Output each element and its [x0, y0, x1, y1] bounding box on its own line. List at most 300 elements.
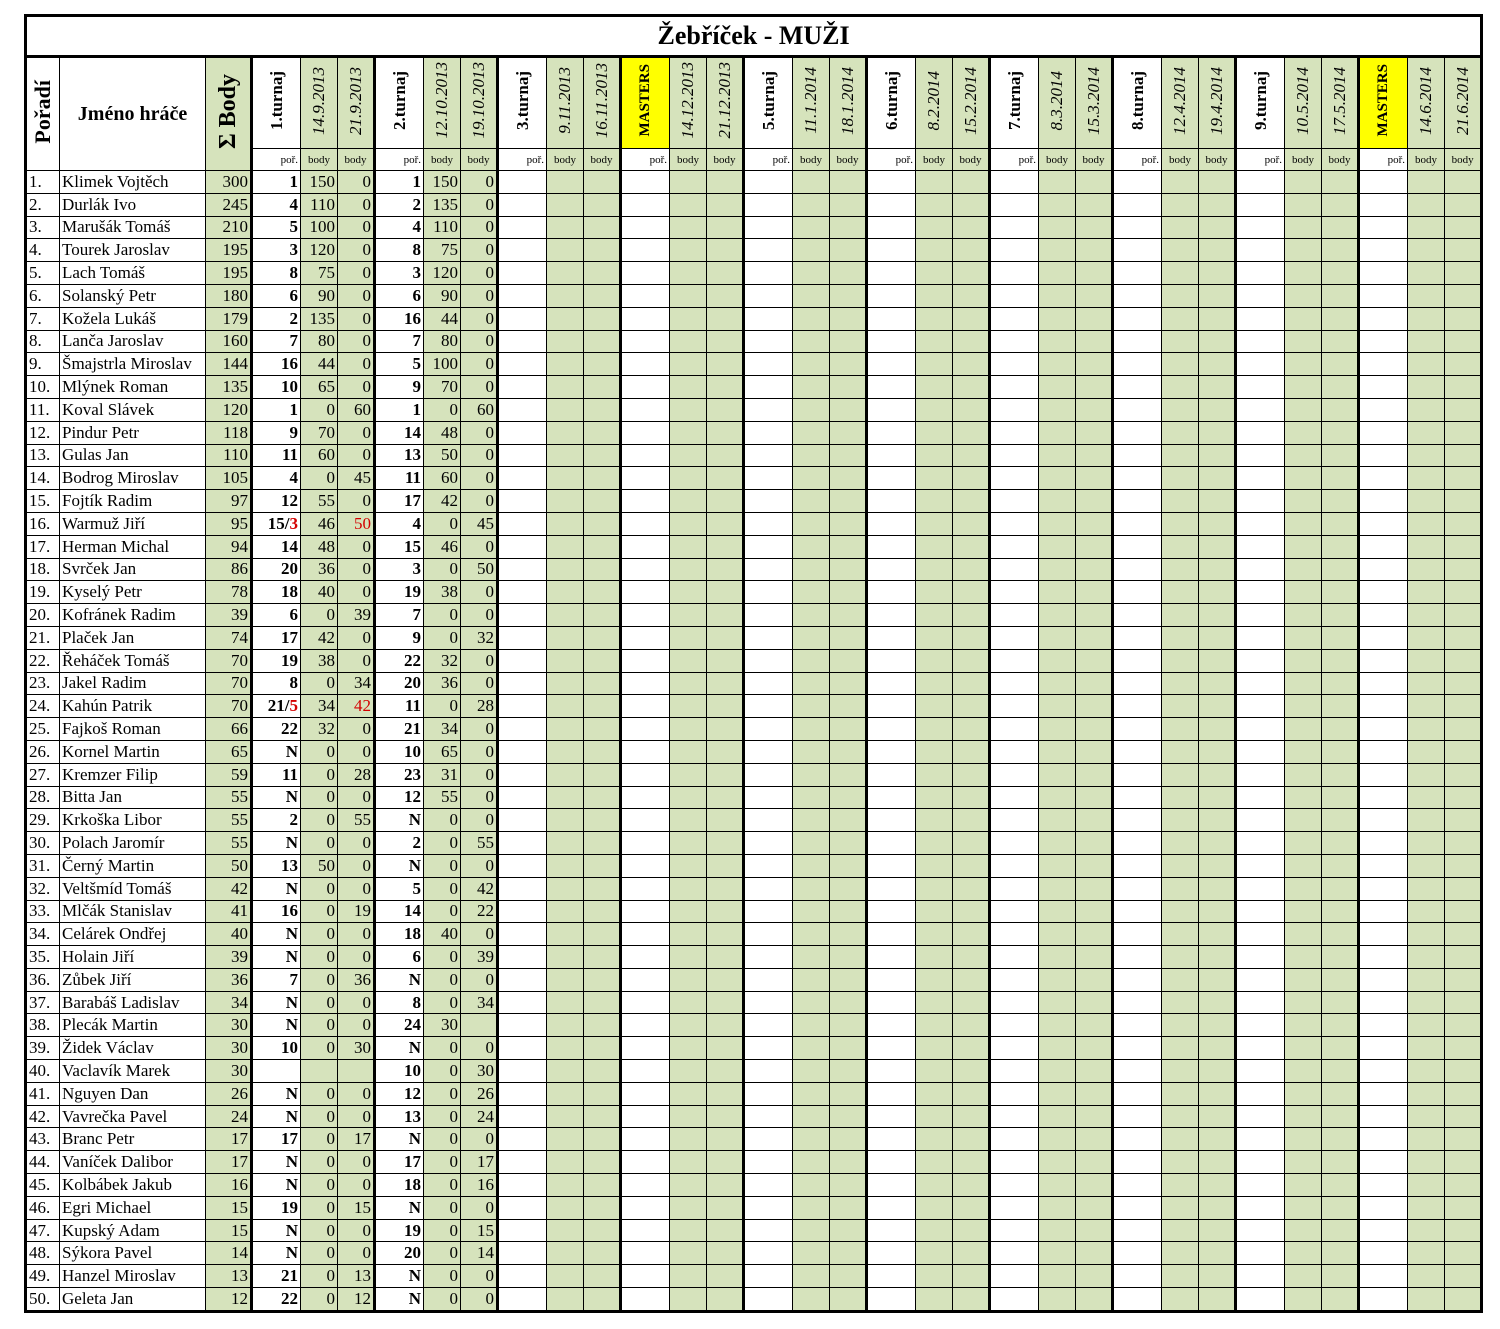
- points-cell: [953, 740, 990, 763]
- points-cell: [707, 1151, 744, 1174]
- rank-cell: 9.: [26, 353, 60, 376]
- player-name: Tourek Jaroslav: [60, 239, 206, 262]
- points-cell: [1445, 1105, 1482, 1128]
- points-cell: 40: [301, 581, 338, 604]
- place-cell: [1236, 1174, 1285, 1197]
- points-cell: [670, 216, 707, 239]
- total-points: 70: [206, 695, 252, 718]
- points-cell: 0: [301, 900, 338, 923]
- points-cell: [1076, 330, 1113, 353]
- header-jmeno: Jméno hráče: [60, 57, 206, 171]
- place-cell: [1113, 740, 1162, 763]
- points-cell: 17: [461, 1151, 498, 1174]
- player-name: Svrček Jan: [60, 558, 206, 581]
- table-row: [26, 239, 1482, 262]
- place-cell: [621, 262, 670, 285]
- place-cell: 11: [375, 467, 424, 490]
- points-cell: [1445, 1219, 1482, 1242]
- place-cell: [621, 1151, 670, 1174]
- points-cell: [1039, 330, 1076, 353]
- points-cell: [793, 991, 830, 1014]
- player-name: Marušák Tomáš: [60, 216, 206, 239]
- points-cell: 0: [301, 740, 338, 763]
- place-cell: [867, 490, 916, 513]
- points-cell: [707, 786, 744, 809]
- rank-cell: 4.: [26, 239, 60, 262]
- tournament-date: [547, 57, 584, 149]
- subheader-body: body: [953, 149, 990, 171]
- points-cell: 42: [424, 490, 461, 513]
- total-points: 30: [206, 1060, 252, 1083]
- points-cell: [584, 284, 621, 307]
- player-name: Fajkoš Roman: [60, 718, 206, 741]
- points-cell: [1445, 1174, 1482, 1197]
- points-cell: [830, 968, 867, 991]
- rank-cell: 24.: [26, 695, 60, 718]
- points-cell: [1076, 809, 1113, 832]
- tournament-date-text: 21.12.2013: [714, 62, 734, 139]
- points-cell: [1408, 786, 1445, 809]
- points-cell: [1162, 626, 1199, 649]
- points-cell: [830, 1219, 867, 1242]
- place-cell: [1236, 786, 1285, 809]
- total-points: 70: [206, 649, 252, 672]
- tournament-date-text: 9.11.2013: [555, 67, 574, 134]
- place-cell: [498, 421, 547, 444]
- place-cell: [990, 626, 1039, 649]
- points-cell: [1039, 1014, 1076, 1037]
- place-value: N: [285, 878, 298, 898]
- points-cell: [707, 421, 744, 444]
- points-cell: [830, 900, 867, 923]
- points-cell: 0: [461, 604, 498, 627]
- points-cell: [1322, 786, 1359, 809]
- place-value: 20: [281, 559, 298, 579]
- place-cell: [867, 786, 916, 809]
- subheader-body: body: [1285, 149, 1322, 171]
- table-row: [26, 900, 1482, 923]
- total-points: 95: [206, 512, 252, 535]
- points-cell: [1162, 968, 1199, 991]
- points-cell: [670, 877, 707, 900]
- points-cell: [1322, 1151, 1359, 1174]
- tournament-label: 1.turnaj: [266, 70, 286, 131]
- points-cell: [793, 1151, 830, 1174]
- points-cell: [1322, 239, 1359, 262]
- place-cell: [252, 467, 301, 490]
- points-cell: [584, 809, 621, 832]
- table-row: [26, 216, 1482, 239]
- points-cell: [547, 1128, 584, 1151]
- tournament-header: [1236, 57, 1285, 149]
- place-extra: 3: [289, 513, 298, 533]
- place-cell: [1236, 1151, 1285, 1174]
- points-cell: [1285, 763, 1322, 786]
- points-cell: [584, 467, 621, 490]
- table-row: [26, 1082, 1482, 1105]
- rank-cell: 48.: [26, 1242, 60, 1265]
- points-cell: [953, 877, 990, 900]
- place-cell: [498, 398, 547, 421]
- place-cell: [744, 216, 793, 239]
- points-cell: [916, 581, 953, 604]
- points-cell: 0: [461, 490, 498, 513]
- place-cell: [1359, 923, 1408, 946]
- points-cell: [547, 1219, 584, 1242]
- points-cell: 75: [301, 262, 338, 285]
- total-points: 135: [206, 376, 252, 399]
- points-cell: 28: [338, 763, 375, 786]
- rank-cell: 26.: [26, 740, 60, 763]
- place-cell: [867, 923, 916, 946]
- tournament-date-text: 14.9.2013: [309, 66, 328, 135]
- points-cell: 34: [338, 672, 375, 695]
- points-cell: [1076, 467, 1113, 490]
- points-cell: [547, 832, 584, 855]
- place-cell: [990, 832, 1039, 855]
- points-cell: [670, 1196, 707, 1219]
- points-cell: 0: [461, 718, 498, 741]
- place-cell: 23: [375, 763, 424, 786]
- points-cell: [953, 1219, 990, 1242]
- subheader-body: body: [670, 149, 707, 171]
- points-cell: [793, 467, 830, 490]
- player-name: Veltšmíd Tomáš: [60, 877, 206, 900]
- points-cell: [1408, 193, 1445, 216]
- points-cell: 0: [424, 1196, 461, 1219]
- points-cell: [793, 444, 830, 467]
- points-cell: [1199, 1128, 1236, 1151]
- points-cell: 0: [301, 923, 338, 946]
- points-cell: [547, 376, 584, 399]
- points-cell: [916, 1105, 953, 1128]
- points-cell: [793, 1288, 830, 1312]
- points-cell: [1199, 376, 1236, 399]
- place-value: 21: [281, 1266, 298, 1286]
- points-cell: [547, 535, 584, 558]
- place-cell: [1113, 307, 1162, 330]
- points-cell: [547, 467, 584, 490]
- points-cell: [1039, 1242, 1076, 1265]
- points-cell: [1199, 740, 1236, 763]
- points-cell: [547, 581, 584, 604]
- rank-cell: 15.: [26, 490, 60, 513]
- points-cell: [793, 353, 830, 376]
- tournament-header: [990, 57, 1039, 149]
- points-cell: [1162, 1288, 1199, 1312]
- points-cell: [547, 171, 584, 194]
- points-cell: [1039, 877, 1076, 900]
- subheader-body: body: [1408, 149, 1445, 171]
- place-value: 10: [281, 377, 298, 397]
- place-value: 5: [289, 217, 298, 237]
- points-cell: [1445, 1128, 1482, 1151]
- player-name: Kožela Lukáš: [60, 307, 206, 330]
- points-cell: [1285, 991, 1322, 1014]
- tournament-date: [1322, 57, 1359, 149]
- place-cell: 22: [375, 649, 424, 672]
- points-cell: [830, 649, 867, 672]
- points-cell: 0: [338, 786, 375, 809]
- points-cell: [1445, 1151, 1482, 1174]
- place-cell: [744, 1151, 793, 1174]
- points-cell: [916, 490, 953, 513]
- place-cell: [990, 171, 1039, 194]
- points-cell: 0: [338, 421, 375, 444]
- points-cell: [1408, 284, 1445, 307]
- points-cell: [1162, 695, 1199, 718]
- points-cell: [830, 1128, 867, 1151]
- points-cell: 50: [338, 512, 375, 535]
- points-cell: [1162, 991, 1199, 1014]
- subheader-body: body: [1162, 149, 1199, 171]
- points-cell: [707, 239, 744, 262]
- place-cell: [744, 718, 793, 741]
- total-points: 245: [206, 193, 252, 216]
- place-cell: [744, 330, 793, 353]
- total-points: 210: [206, 216, 252, 239]
- place-cell: [1359, 512, 1408, 535]
- place-cell: [1113, 672, 1162, 695]
- place-value: 2: [289, 810, 298, 830]
- points-cell: [953, 991, 990, 1014]
- place-cell: [252, 307, 301, 330]
- player-name: Jakel Radim: [60, 672, 206, 695]
- place-cell: [498, 1082, 547, 1105]
- player-name: Sýkora Pavel: [60, 1242, 206, 1265]
- place-cell: [621, 1128, 670, 1151]
- points-cell: [1076, 832, 1113, 855]
- points-cell: [1285, 649, 1322, 672]
- place-cell: [744, 626, 793, 649]
- place-cell: [990, 1037, 1039, 1060]
- points-cell: 30: [338, 1037, 375, 1060]
- tournament-date-text: 10.5.2014: [1293, 66, 1312, 135]
- place-cell: [252, 398, 301, 421]
- table-row: [26, 877, 1482, 900]
- table-row: [26, 171, 1482, 194]
- table-row: [26, 649, 1482, 672]
- place-cell: [498, 1242, 547, 1265]
- place-cell: 5: [375, 353, 424, 376]
- points-cell: [793, 171, 830, 194]
- points-cell: [953, 854, 990, 877]
- points-cell: 0: [338, 376, 375, 399]
- tournament-date-text: 14.6.2014: [1416, 66, 1435, 135]
- place-cell: [990, 398, 1039, 421]
- place-cell: [1359, 1174, 1408, 1197]
- place-cell: [744, 1014, 793, 1037]
- points-cell: [670, 763, 707, 786]
- place-cell: [1359, 421, 1408, 444]
- place-cell: N: [375, 854, 424, 877]
- place-cell: [1359, 216, 1408, 239]
- points-cell: [584, 1174, 621, 1197]
- points-cell: 50: [461, 558, 498, 581]
- points-cell: [1199, 239, 1236, 262]
- place-cell: [621, 581, 670, 604]
- points-cell: [793, 604, 830, 627]
- points-cell: [1322, 1242, 1359, 1265]
- place-cell: [1359, 1288, 1408, 1312]
- place-cell: [1236, 900, 1285, 923]
- points-cell: [830, 581, 867, 604]
- table-row: [26, 832, 1482, 855]
- place-cell: [867, 604, 916, 627]
- total-points: 300: [206, 171, 252, 194]
- points-cell: 44: [301, 353, 338, 376]
- place-cell: [744, 1242, 793, 1265]
- place-value: 18: [281, 582, 298, 602]
- points-cell: [1445, 398, 1482, 421]
- place-cell: [1113, 1014, 1162, 1037]
- rank-cell: 45.: [26, 1174, 60, 1197]
- place-cell: [867, 968, 916, 991]
- subheader-por: poř.: [867, 149, 916, 171]
- points-cell: 0: [424, 968, 461, 991]
- points-cell: [707, 193, 744, 216]
- rank-cell: 50.: [26, 1288, 60, 1312]
- place-cell: [867, 193, 916, 216]
- tournament-date: [338, 57, 375, 149]
- place-cell: [1113, 398, 1162, 421]
- place-cell: [498, 991, 547, 1014]
- place-cell: [1236, 1196, 1285, 1219]
- points-cell: [1322, 307, 1359, 330]
- place-cell: [621, 490, 670, 513]
- points-cell: [1162, 718, 1199, 741]
- place-cell: [1113, 877, 1162, 900]
- points-cell: 0: [338, 307, 375, 330]
- points-cell: [584, 1082, 621, 1105]
- place-cell: [252, 353, 301, 376]
- place-cell: [1113, 239, 1162, 262]
- place-cell: [498, 1288, 547, 1312]
- place-cell: [1236, 558, 1285, 581]
- points-cell: [1199, 672, 1236, 695]
- place-cell: [867, 1174, 916, 1197]
- points-cell: 50: [424, 444, 461, 467]
- points-cell: [793, 512, 830, 535]
- player-name: Holain Jiří: [60, 946, 206, 969]
- points-cell: [1285, 695, 1322, 718]
- points-cell: [1322, 376, 1359, 399]
- points-cell: [1076, 900, 1113, 923]
- points-cell: [584, 330, 621, 353]
- points-cell: [1039, 444, 1076, 467]
- points-cell: [830, 490, 867, 513]
- points-cell: [1039, 512, 1076, 535]
- points-cell: 0: [461, 1288, 498, 1312]
- place-value: N: [285, 1083, 298, 1103]
- place-cell: [867, 946, 916, 969]
- points-cell: 19: [338, 900, 375, 923]
- points-cell: [1285, 968, 1322, 991]
- points-cell: [916, 786, 953, 809]
- points-cell: [670, 558, 707, 581]
- place-cell: [621, 1288, 670, 1312]
- place-cell: [867, 535, 916, 558]
- points-cell: [1408, 809, 1445, 832]
- subheader-por: poř.: [621, 149, 670, 171]
- points-cell: [1076, 490, 1113, 513]
- place-cell: 14: [375, 900, 424, 923]
- points-cell: 0: [338, 923, 375, 946]
- points-cell: [1076, 1151, 1113, 1174]
- player-name: Nguyen Dan: [60, 1082, 206, 1105]
- points-cell: [830, 672, 867, 695]
- rank-cell: 6.: [26, 284, 60, 307]
- place-cell: [1359, 193, 1408, 216]
- place-cell: [990, 1060, 1039, 1083]
- points-cell: 0: [338, 535, 375, 558]
- points-cell: [670, 376, 707, 399]
- points-cell: 100: [424, 353, 461, 376]
- points-cell: 0: [461, 649, 498, 672]
- player-name: Šmajstrla Miroslav: [60, 353, 206, 376]
- points-cell: [793, 330, 830, 353]
- points-cell: [1408, 444, 1445, 467]
- points-cell: [916, 991, 953, 1014]
- place-value: 22: [281, 719, 298, 739]
- points-cell: [707, 991, 744, 1014]
- place-cell: [498, 1128, 547, 1151]
- points-cell: [670, 1219, 707, 1242]
- points-cell: [830, 1196, 867, 1219]
- place-cell: [498, 695, 547, 718]
- place-value: 7: [289, 969, 298, 989]
- place-cell: [744, 968, 793, 991]
- points-cell: [1162, 604, 1199, 627]
- points-cell: [1162, 854, 1199, 877]
- player-name: Krkoška Libor: [60, 809, 206, 832]
- points-cell: [584, 490, 621, 513]
- points-cell: [1285, 307, 1322, 330]
- place-cell: [498, 832, 547, 855]
- points-cell: [584, 740, 621, 763]
- points-cell: [916, 1128, 953, 1151]
- points-cell: [584, 171, 621, 194]
- place-cell: [990, 1151, 1039, 1174]
- subheader-body: body: [461, 149, 498, 171]
- points-cell: 0: [338, 718, 375, 741]
- points-cell: [1076, 444, 1113, 467]
- place-cell: [1113, 809, 1162, 832]
- rank-cell: 37.: [26, 991, 60, 1014]
- place-cell: [252, 649, 301, 672]
- points-cell: [1039, 1151, 1076, 1174]
- points-cell: [916, 421, 953, 444]
- points-cell: [584, 695, 621, 718]
- table-row: [26, 923, 1482, 946]
- points-cell: [1162, 1196, 1199, 1219]
- place-cell: [252, 262, 301, 285]
- place-cell: [1359, 398, 1408, 421]
- points-cell: 0: [338, 740, 375, 763]
- place-cell: [1359, 1037, 1408, 1060]
- points-cell: [1445, 877, 1482, 900]
- place-cell: [1113, 649, 1162, 672]
- points-cell: [953, 900, 990, 923]
- points-cell: [830, 330, 867, 353]
- points-cell: [830, 923, 867, 946]
- points-cell: 0: [461, 262, 498, 285]
- points-cell: [830, 763, 867, 786]
- points-cell: [1445, 626, 1482, 649]
- place-cell: [867, 330, 916, 353]
- points-cell: [793, 672, 830, 695]
- place-cell: [621, 604, 670, 627]
